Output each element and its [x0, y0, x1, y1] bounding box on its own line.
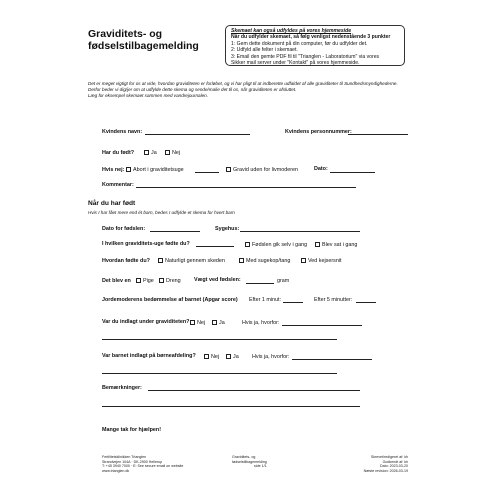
label-kvinde-cpr: Kvindens personnummer: [285, 129, 352, 135]
label-indlagt-grav: Var du indlagt under graviditeten? [102, 319, 190, 325]
checkbox-gravid-uden[interactable] [226, 167, 231, 172]
checkbox-barn-nej[interactable] [204, 354, 209, 359]
input-dato-fodsel[interactable] [150, 231, 200, 232]
label-dato: Dato: [314, 166, 328, 172]
label-sygehus: Sygehus: [215, 226, 240, 232]
input-vaegt[interactable] [246, 283, 274, 284]
label-hvordan: Hvordan fødte du? [102, 258, 150, 264]
info-box-subheading: Når du udfylder skemaet, så følg venligst nedenstående 3 punkter [231, 34, 391, 41]
info-step-2: 2: Udfyld alle felter i skemaet. [231, 47, 298, 54]
footer-clinic-contact: T: +45 3940 7000 · E: See secure email on website [102, 464, 184, 469]
input-kommentar[interactable] [136, 187, 356, 188]
info-box [225, 25, 405, 66]
checkbox-indlagt-nej[interactable] [212, 320, 217, 325]
intro-p1: Det er meget vigtigt for os at vide, hvordan graviditeten er forløbet, og vi har pligt til at indberette udfaldet af alle graviditeter til Sundhedsmyndighederne. [88, 81, 398, 86]
label-efter-1: Efter 1 minut: [249, 297, 282, 303]
intro-p2: Derfor beder vi dig/jer om at udfylde dette skema og sende/maile det til os, når graviditeten er afsluttet. [88, 87, 297, 92]
input-uge[interactable] [196, 246, 234, 247]
label-pige: Pige [143, 278, 154, 284]
input-hvorfor-2[interactable] [292, 359, 372, 360]
input-apgar-1[interactable] [283, 302, 303, 303]
input-hvorfor-1-cont[interactable] [102, 339, 337, 340]
label-barn-nej: Nej [211, 354, 220, 360]
label-hvis-ja-hvorfor-2: Hvis ja, hvorfor: [252, 354, 290, 360]
section-heading-fodt: Når du har født [88, 200, 136, 207]
footer-rev-date: Dato: 2023-03-20 [380, 464, 408, 469]
label-har-du-fodt: Har du født? [102, 150, 135, 156]
input-abort-uge[interactable] [195, 172, 219, 173]
label-dato-fodsel: Dato for fødslen: [102, 226, 146, 232]
checkbox-fodt-ja[interactable] [144, 150, 149, 155]
input-apgar-5[interactable] [356, 302, 376, 303]
checkbox-barn-ja[interactable] [226, 354, 231, 359]
label-naturligt: Naturligt gennem skeden [165, 258, 225, 264]
input-bemaerkninger[interactable] [148, 390, 360, 391]
checkbox-kejsersnit[interactable] [301, 258, 306, 263]
checkbox-abort[interactable] [126, 167, 131, 172]
footer-clinic-name: Fertilitetsklinikken Trianglen [102, 455, 147, 459]
label-dreng: Dreng [166, 278, 181, 284]
label-gravid-uden: Gravid uden for livmoderen [233, 167, 299, 173]
input-hvorfor-1[interactable] [282, 325, 362, 326]
input-kvinde-cpr[interactable] [348, 134, 408, 135]
label-hvis-ja-hvorfor-1: Hvis ja, hvorfor: [242, 320, 280, 326]
checkbox-sugekop[interactable] [239, 258, 244, 263]
form-title [88, 28, 218, 52]
input-hvorfor-2-cont[interactable] [102, 373, 337, 374]
label-efter-5: Efter 5 minutter: [314, 297, 353, 303]
checkbox-indlagt-ja[interactable] [190, 320, 195, 325]
footer-doc-title1: Graviditets- og [232, 455, 256, 459]
label-bemaerkninger: Bemærkninger: [102, 385, 142, 391]
label-apgar: Jordemoderens bedømmelse af barnet (Apgar score) [102, 297, 238, 303]
label-barn-ja: Ja [233, 354, 239, 360]
input-kvinde-navn[interactable] [145, 134, 250, 135]
intro-text [88, 81, 410, 99]
checkbox-fodslen-gik-selv[interactable] [245, 242, 250, 247]
label-kommentar: Kommentar: [102, 182, 134, 188]
label-fodt-ja: Ja [151, 150, 157, 156]
label-barn-indlagt: Var barnet indlagt på børneafdeling? [102, 353, 196, 359]
label-blev-sat: Blev sat i gang [322, 242, 358, 248]
label-det-blev-en: Det blev en [102, 278, 131, 284]
info-step-1: 1: Gem dette dokument på din computer, før du udfylder det. [231, 40, 368, 47]
label-gram: gram [277, 278, 290, 284]
input-dato[interactable] [330, 172, 375, 173]
label-sugekop: Med sugekop/tang [246, 258, 291, 264]
input-sygehus[interactable] [240, 231, 360, 232]
footer-clinic-web: www.trianglen.dk [102, 468, 130, 473]
checkbox-blev-sat[interactable] [315, 242, 320, 247]
footer-clinic [102, 455, 183, 473]
checkbox-naturligt[interactable] [158, 258, 163, 263]
footer-doc-page: side 1/1 [254, 464, 267, 469]
label-vaegt: Vægt ved fødslen: [194, 277, 241, 283]
footer-rev-author: Skrevet/redigeret af: kh [370, 455, 408, 459]
checkbox-dreng[interactable] [159, 278, 164, 283]
checkbox-pige[interactable] [136, 278, 141, 283]
info-box-heading: Skemaet kan også udfyldes på vores hjemmeside [231, 28, 352, 34]
footer-rev-next: Næste revision: 2026-03-19 [363, 468, 408, 473]
intro-p3: Læg for eksempel skemaet sammen med vandrejournalen. [88, 93, 209, 98]
label-uge: I hvilken graviditets-uge fødte du? [102, 241, 190, 247]
label-abort: Abort i graviditetsuge [133, 167, 184, 173]
label-fodslen-gik-selv: Fødslen gik selv i gang [252, 242, 308, 248]
form-title-line2: fødselstilbagemelding [88, 40, 199, 52]
section-subheading-fodt: Hvis I har fået mere end ét barn, bedes I udfylde et skema for hvert barn [88, 210, 235, 215]
footer-clinic-address: Strandvejen 104A · DK-2900 Hellerup [102, 459, 163, 464]
footer-revision [340, 455, 408, 473]
form-title-line1: Graviditets- og [88, 28, 163, 40]
label-indlagt-ja: Nej [197, 320, 206, 326]
info-step-3b: Sikker mail server under "Kontakt" på vores hjemmeside. [231, 60, 360, 67]
label-kvinde-navn: Kvindens navn: [102, 129, 143, 135]
label-kejsersnit: Ved kejsersnit [308, 258, 342, 264]
checkbox-fodt-nej[interactable] [165, 150, 170, 155]
label-hvis-nej: Hvis nej: [102, 167, 125, 173]
label-indlagt-nej: Ja [219, 320, 225, 326]
label-fodt-nej: Nej [172, 150, 181, 156]
info-step-3a: 3: Email den gemte PDF fil til "Trianglen - Laboratorium" via vores [231, 53, 380, 60]
closing-thanks: Mange tak for hjælpen! [102, 427, 162, 433]
footer-doc-title2: fødselstilbagemelding [232, 459, 267, 464]
footer-rev-approved: Godkendt af: kh [382, 459, 408, 464]
footer-document [232, 455, 267, 469]
input-bemaerkninger-2[interactable] [102, 406, 360, 407]
